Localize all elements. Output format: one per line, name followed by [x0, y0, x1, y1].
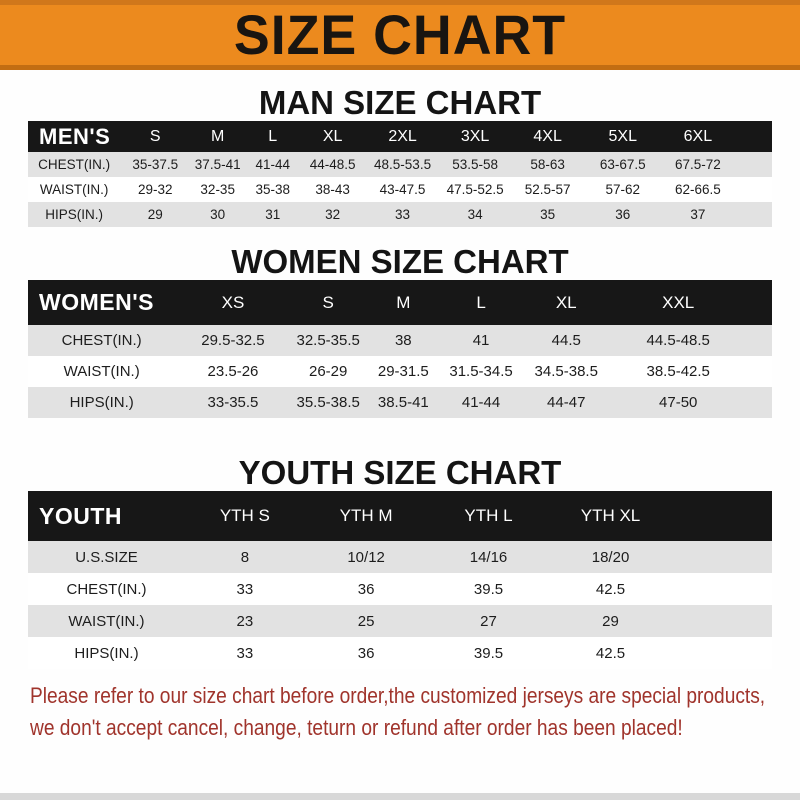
size-value-cell: 26-29: [291, 356, 366, 387]
row-label: HIPS(IN.): [28, 202, 120, 227]
size-value-cell: 29-31.5: [366, 356, 441, 387]
size-value-cell: 34.5-38.5: [521, 356, 611, 387]
header-spacer-cell: [672, 491, 772, 541]
size-value-cell: 10/12: [305, 541, 428, 573]
column-header: 6XL: [660, 121, 735, 152]
column-header: 3XL: [440, 121, 510, 152]
column-header: XL: [521, 280, 611, 325]
size-value-cell: 67.5-72: [660, 152, 735, 177]
size-value-cell: 47-50: [611, 387, 745, 418]
size-value-cell: 39.5: [428, 573, 550, 605]
size-value-cell: 47.5-52.5: [440, 177, 510, 202]
footer-notice: [0, 680, 800, 744]
size-value-cell: 25: [305, 605, 428, 637]
row-spacer-cell: [672, 573, 772, 605]
size-value-cell: 38: [366, 325, 441, 356]
table-row: [28, 202, 772, 227]
column-header: YTH L: [428, 491, 550, 541]
size-value-cell: 44-47: [521, 387, 611, 418]
size-value-cell: 34: [440, 202, 510, 227]
size-value-cell: 31.5-34.5: [441, 356, 521, 387]
row-spacer-cell: [745, 387, 772, 418]
size-value-cell: 29: [120, 202, 190, 227]
table-row: [28, 541, 772, 573]
table-row: [28, 356, 772, 387]
column-header: YTH M: [305, 491, 428, 541]
row-spacer-cell: [672, 637, 772, 669]
size-value-cell: 33: [185, 573, 305, 605]
size-value-cell: 30: [190, 202, 245, 227]
row-spacer-cell: [745, 325, 772, 356]
table-row: [28, 387, 772, 418]
row-label: U.S.SIZE: [28, 541, 185, 573]
table-row: [28, 325, 772, 356]
size-value-cell: 38-43: [300, 177, 365, 202]
size-value-cell: 33-35.5: [175, 387, 290, 418]
size-value-cell: 29-32: [120, 177, 190, 202]
size-value-cell: 35-37.5: [120, 152, 190, 177]
column-header: XS: [175, 280, 290, 325]
size-value-cell: 29: [550, 605, 672, 637]
size-value-cell: 42.5: [550, 637, 672, 669]
table-header-row: [28, 491, 772, 541]
table-row: [28, 573, 772, 605]
size-value-cell: 36: [305, 637, 428, 669]
size-value-cell: 62-66.5: [660, 177, 735, 202]
size-value-cell: 35.5-38.5: [291, 387, 366, 418]
size-value-cell: 58-63: [510, 152, 585, 177]
size-value-cell: 39.5: [428, 637, 550, 669]
table-row: [28, 152, 772, 177]
table-corner-label: MEN'S: [28, 121, 120, 152]
size-value-cell: 37.5-41: [190, 152, 245, 177]
column-header: L: [441, 280, 521, 325]
youth-size-table: [28, 491, 772, 669]
size-value-cell: 32: [300, 202, 365, 227]
row-label: CHEST(IN.): [28, 325, 175, 356]
size-value-cell: 31: [245, 202, 300, 227]
man-section-heading: MAN SIZE CHART: [258, 84, 542, 121]
youth-section-heading: YOUTH SIZE CHART: [238, 454, 562, 491]
size-value-cell: 52.5-57: [510, 177, 585, 202]
size-value-cell: 63-67.5: [585, 152, 660, 177]
womens-size-table: [28, 280, 772, 418]
column-header: L: [245, 121, 300, 152]
size-value-cell: 27: [428, 605, 550, 637]
row-label: WAIST(IN.): [28, 605, 185, 637]
row-label: WAIST(IN.): [28, 177, 120, 202]
size-value-cell: 42.5: [550, 573, 672, 605]
footer-line-2: we don't accept cancel, change, teturn or refund after order has been placed!: [30, 715, 683, 740]
footer-line-1: Please refer to our size chart before order,the customized jerseys are special products,: [30, 683, 766, 708]
size-value-cell: 14/16: [428, 541, 550, 573]
size-value-cell: 38.5-42.5: [611, 356, 745, 387]
table-row: [28, 177, 772, 202]
banner: [0, 0, 800, 70]
column-header: 5XL: [585, 121, 660, 152]
table-corner-label: WOMEN'S: [28, 280, 175, 325]
size-value-cell: 8: [185, 541, 305, 573]
size-value-cell: 37: [660, 202, 735, 227]
row-spacer-cell: [672, 541, 772, 573]
row-spacer-cell: [735, 202, 772, 227]
table-header-row: [28, 280, 772, 325]
size-value-cell: 38.5-41: [366, 387, 441, 418]
size-value-cell: 41: [441, 325, 521, 356]
size-value-cell: 29.5-32.5: [175, 325, 290, 356]
size-value-cell: 23: [185, 605, 305, 637]
row-label: CHEST(IN.): [28, 573, 185, 605]
size-value-cell: 36: [305, 573, 428, 605]
table-row: [28, 637, 772, 669]
size-value-cell: 36: [585, 202, 660, 227]
size-value-cell: 44-48.5: [300, 152, 365, 177]
size-value-cell: 18/20: [550, 541, 672, 573]
size-value-cell: 35-38: [245, 177, 300, 202]
header-spacer-cell: [745, 280, 772, 325]
table-header-row: [28, 121, 772, 152]
row-spacer-cell: [745, 356, 772, 387]
row-label: WAIST(IN.): [28, 356, 175, 387]
size-value-cell: 32.5-35.5: [291, 325, 366, 356]
size-value-cell: 32-35: [190, 177, 245, 202]
bottom-strip: [0, 793, 800, 800]
row-spacer-cell: [672, 605, 772, 637]
column-header: YTH S: [185, 491, 305, 541]
row-label: HIPS(IN.): [28, 637, 185, 669]
size-value-cell: 33: [365, 202, 440, 227]
size-value-cell: 41-44: [441, 387, 521, 418]
size-value-cell: 44.5-48.5: [611, 325, 745, 356]
women-section-heading: WOMEN SIZE CHART: [231, 243, 569, 280]
column-header: S: [120, 121, 190, 152]
size-value-cell: 41-44: [245, 152, 300, 177]
table-corner-label: YOUTH: [28, 491, 185, 541]
table-row: [28, 605, 772, 637]
column-header: XL: [300, 121, 365, 152]
column-header: 2XL: [365, 121, 440, 152]
size-value-cell: 44.5: [521, 325, 611, 356]
column-header: YTH XL: [550, 491, 672, 541]
size-value-cell: 57-62: [585, 177, 660, 202]
mens-size-table: [28, 121, 772, 227]
size-value-cell: 48.5-53.5: [365, 152, 440, 177]
header-spacer-cell: [735, 121, 772, 152]
column-header: 4XL: [510, 121, 585, 152]
column-header: M: [366, 280, 441, 325]
size-value-cell: 35: [510, 202, 585, 227]
column-header: XXL: [611, 280, 745, 325]
banner-title: SIZE CHART: [233, 3, 567, 66]
column-header: S: [291, 280, 366, 325]
column-header: M: [190, 121, 245, 152]
row-label: HIPS(IN.): [28, 387, 175, 418]
size-value-cell: 43-47.5: [365, 177, 440, 202]
size-value-cell: 53.5-58: [440, 152, 510, 177]
row-label: CHEST(IN.): [28, 152, 120, 177]
size-value-cell: 33: [185, 637, 305, 669]
row-spacer-cell: [735, 152, 772, 177]
size-value-cell: 23.5-26: [175, 356, 290, 387]
row-spacer-cell: [735, 177, 772, 202]
